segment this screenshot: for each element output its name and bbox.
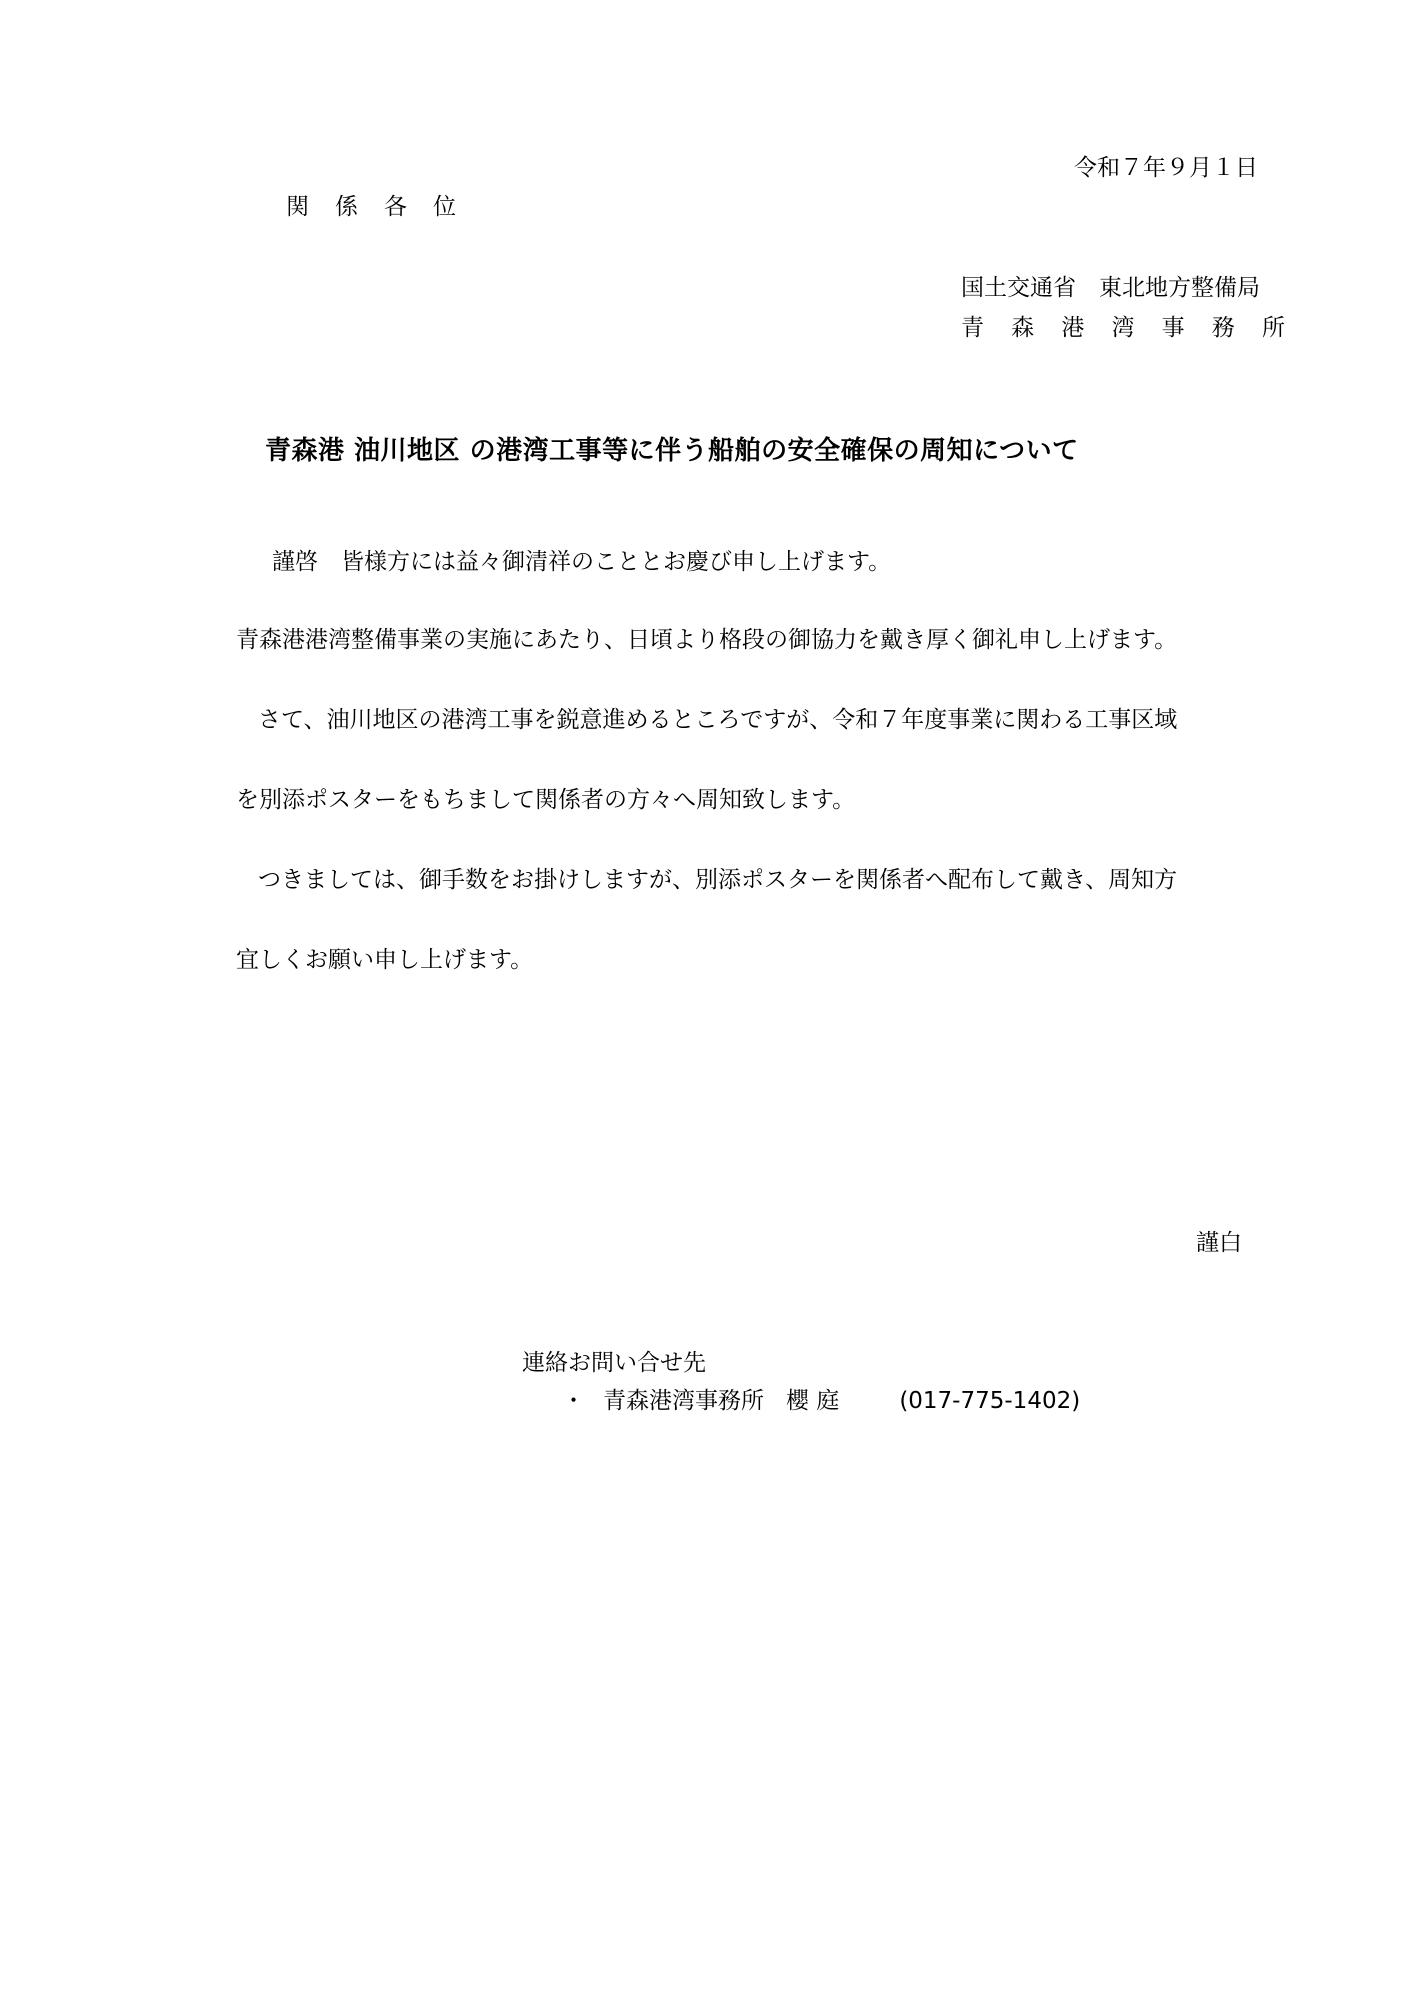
body-paragraph-notice-line1: さて、油川地区の港湾工事を鋭意進めるところですが、令和７年度事業に関わる工事区域	[258, 707, 1178, 733]
contact-heading: 連絡お問い合せ先	[522, 1350, 706, 1376]
body-paragraph-thanks: 青森港港湾整備事業の実施にあたり、日頃より格段の御協力を戴き厚く御礼申し上げます。	[236, 627, 1178, 653]
sender-office-char: 務	[1211, 315, 1235, 341]
document-title: 青森港 油川地区 の港湾工事等に伴う船舶の安全確保の周知について	[265, 436, 1079, 466]
sender-office-char: 青	[961, 315, 984, 341]
bullet-icon: ・	[562, 1388, 585, 1414]
recipient-line: 関係各位	[286, 194, 482, 220]
body-paragraph-notice-line2: を別添ポスターをもちまして関係者の方々へ周知致します。	[236, 787, 856, 813]
body-paragraph-greeting: 謹啓 皆様方には益々御清祥のこととお慶び申し上げます。	[272, 549, 892, 575]
body-paragraph-request-line2: 宜しくお願い申し上げます。	[236, 947, 534, 973]
sender-office-char: 湾	[1111, 315, 1135, 341]
sender-ministry: 国土交通省 東北地方整備局	[961, 275, 1260, 301]
body-paragraph-request-line1: つきましては、御手数をお掛けしますが、別添ポスターを関係者へ配布して戴き、周知方	[258, 867, 1178, 893]
contact-phone: (017-775-1402)	[899, 1388, 1081, 1414]
contact-person: 櫻 庭	[786, 1388, 840, 1414]
closing-salutation: 謹白	[1196, 1230, 1242, 1256]
sender-office-char: 事	[1161, 315, 1185, 341]
sender-office-char: 所	[1261, 315, 1285, 341]
sender-office	[961, 309, 1285, 342]
contact-office: 青森港湾事務所	[603, 1388, 764, 1414]
sender-office-char: 港	[1061, 315, 1085, 341]
contact-entry	[562, 1382, 1080, 1415]
sender-office-char: 森	[1011, 315, 1035, 341]
document-date: 令和７年９月１日	[1074, 155, 1258, 181]
